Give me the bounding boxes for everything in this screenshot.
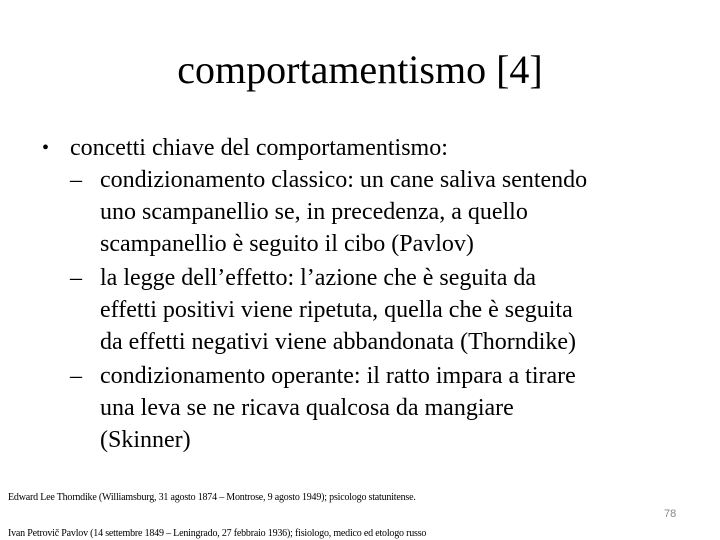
- sub-bullet-line: (Skinner): [100, 427, 191, 453]
- sub-bullet-item: [40, 262, 700, 358]
- dash-marker: –: [70, 167, 82, 193]
- sub-bullet-list: [40, 164, 700, 456]
- bullet-text: concetti chiave del comportamentismo:: [70, 135, 448, 161]
- sub-bullet-line: uno scampanellio se, in precedenza, a quello: [100, 199, 528, 225]
- sub-bullet-line: condizionamento operante: il ratto impara a tirare: [100, 363, 576, 389]
- footnote-thorndike: Edward Lee Thorndike (Williamsburg, 31 agosto 1874 – Montrose, 9 agosto 1949); psicologo statunitense.: [8, 492, 416, 503]
- page-number: 78: [664, 508, 677, 520]
- sub-bullet-line: condizionamento classico: un cane saliva sentendo: [100, 167, 588, 193]
- bullet-marker: •: [42, 137, 50, 159]
- sub-bullet-line: una leva se ne ricava qualcosa da mangiare: [100, 395, 514, 421]
- sub-bullet-item: [40, 164, 700, 260]
- sub-bullet-line: la legge dell’effetto: l’azione che è seguita da: [100, 265, 537, 291]
- sub-bullet-line: da effetti negativi viene abbandonata (Thorndike): [100, 329, 577, 355]
- dash-marker: –: [70, 265, 82, 291]
- sub-bullet-item: [40, 360, 700, 456]
- bullet-list: [40, 132, 700, 456]
- footnote-pavlov: Ivan Petrovič Pavlov (14 settembre 1849 – Leningrado, 27 febbraio 1936); fisiologo, medico ed etologo russo: [8, 528, 427, 539]
- dash-marker: –: [70, 363, 82, 389]
- slide-title: comportamentismo [4]: [177, 47, 543, 92]
- bullet-item: [40, 132, 700, 164]
- sub-bullet-line: effetti positivi viene ripetuta, quella che è seguita: [100, 297, 573, 323]
- sub-bullet-line: scampanellio è seguito il cibo (Pavlov): [100, 231, 474, 257]
